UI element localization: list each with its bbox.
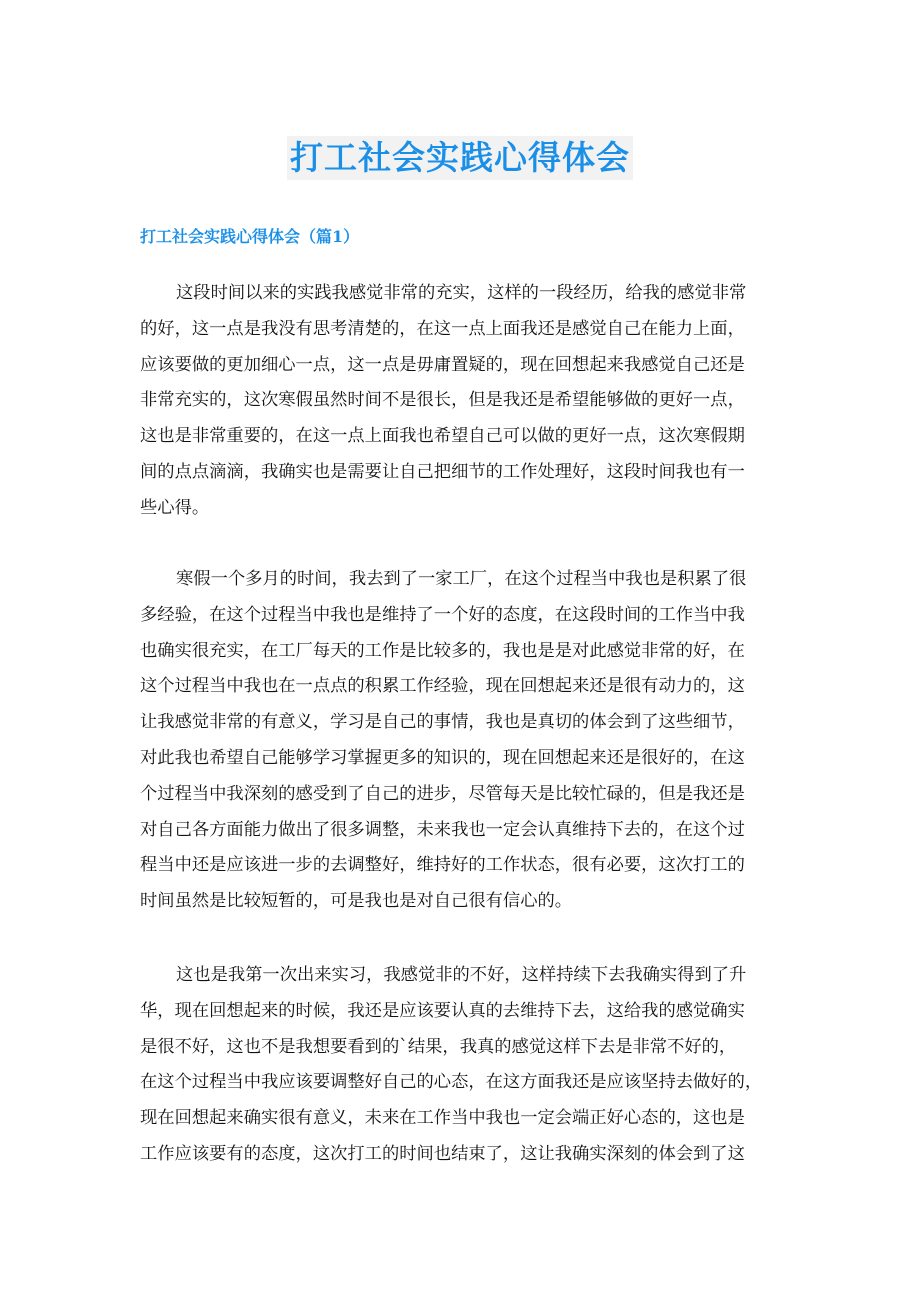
paragraph-line: 这段时间以来的实践我感觉非常的充实，这样的一段经历，给我的感觉非常 [176,283,747,303]
paragraph-line: 对自己各方面能力做出了很多调整，未来我也一定会认真维持下去的，在这个过 [140,819,745,840]
paragraph-line: 多经验，在这个过程当中我也是维持了一个好的态度，在这段时间的工作当中我 [140,604,745,625]
paragraph-line: 应该要做的更加细心一点，这一点是毋庸置疑的，现在回想起来我感觉自己还是 [140,354,745,375]
paragraph-line: 时间虽然是比较短暂的，可是我也是对自己很有信心的。 [140,891,573,912]
paragraph-3 [140,958,786,1173]
paragraph-line: 也确实很充实，在工厂每天的工作是比较多的，我也是是对此感觉非常的好，在 [140,640,745,661]
paragraph-line: 对此我也希望自己能够学习掌握更多的知识的，现在回想起来还是很好的，在这 [140,747,745,768]
paragraph-line: 在这个过程当中我应该要调整好自己的心态，在这方面我还是应该坚持去做好的， [140,1072,763,1093]
paragraph-line: 非常充实的，这次寒假虽然时间不是很长，但是我还是希望能够做的更好一点， [140,390,745,411]
paragraph-line: 程当中还是应该进一步的去调整好，维持好的工作状态，很有必要，这次打工的 [140,855,745,876]
paragraph-line: 现在回想起来确实很有意义，未来在工作当中我也一定会端正好心态的，这也是 [140,1108,745,1129]
paragraph-line: 这也是我第一次出来实习，我感觉非的不好，这样持续下去我确实得到了升 [176,965,747,985]
paragraph-line: 的好，这一点是我没有思考清楚的，在这一点上面我还是感觉自己在能力上面， [140,318,745,339]
paragraph-line: 间的点点滴滴，我确实也是需要让自己把细节的工作处理好，这段时间我也有一 [140,461,745,482]
title-container [0,136,920,180]
paragraph-line: 些心得。 [140,497,210,518]
paragraph-line: 是很不好，这也不是我想要看到的`结果，我真的感觉这样下去是非常不好的， [140,1036,737,1057]
paragraph-line: 这个过程当中我也在一点点的积累工作经验，现在回想起来还是很有动力的，这 [140,676,745,697]
paragraph-line: 寒假一个多月的时间，我去到了一家工厂，在这个过程当中我也是积累了很 [176,569,747,589]
section-heading: 打工社会实践心得体会（篇1） [140,227,360,246]
paragraph-line: 这也是非常重要的，在这一点上面我也希望自己可以做的更好一点，这次寒假期 [140,426,745,447]
paragraph-line: 华，现在回想起来的时候，我还是应该要认真的去维持下去，这给我的感觉确实 [140,1000,745,1021]
paragraph-line: 个过程当中我深刻的感受到了自己的进步，尽管每天是比较忙碌的，但是我还是 [140,783,745,804]
paragraph-2 [140,562,786,920]
paragraph-line: 让我感觉非常的有意义，学习是自己的事情，我也是真切的体会到了这些细节， [140,712,745,733]
page-title: 打工社会实践心得体会 [287,136,633,180]
paragraph-1 [140,276,786,527]
paragraph-line: 工作应该要有的态度，这次打工的时间也结束了，这让我确实深刻的体会到了这 [140,1143,745,1164]
